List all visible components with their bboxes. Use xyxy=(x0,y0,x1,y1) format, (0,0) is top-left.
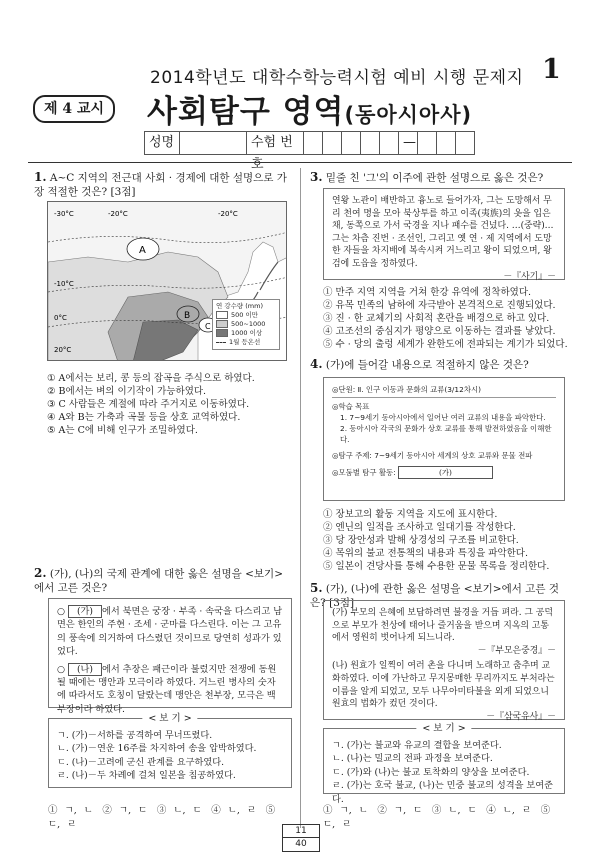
source-citation: －『삼국유사』－ xyxy=(486,711,556,722)
isotherm-label: 0°C xyxy=(54,314,67,322)
source-citation: －『부모은중경』－ xyxy=(477,645,556,656)
option[interactable]: ② 유목 민족의 남하에 자극받아 본격적으로 진행되었다. xyxy=(323,300,556,311)
source-text: 연왕 노관이 배반하고 흉노로 들어가자, 그는 도망해서 무리 천여 명을 모아 북상투를 하고 이족(夷族)의 옷을 입은 채, 동쪽으로 가서 국경을 지나 패수를 건넜다. …(중략)… 그는 차츰 진번 · 조선인, 그리고 옛 연 · 제 지역에서 도망한 자들을 차지배에 복속시켜 거느리고 왕이 되었으며, 왕검에 도읍을 정하였다. xyxy=(332,196,554,269)
legend-title: 연 강수량 (mm) xyxy=(216,302,263,310)
exam-digit[interactable] xyxy=(342,132,361,154)
map-legend xyxy=(212,299,280,350)
page-number: 1 xyxy=(542,54,561,85)
lesson-activity: ◎모둠별 탐구 활동: (가) xyxy=(332,466,556,479)
option[interactable]: ③ 당 장안성과 발해 상경성의 구조를 비교한다. xyxy=(323,535,519,546)
source-citation: －『사기』－ xyxy=(503,271,556,282)
bogi-item: ㄴ. (가)－연운 16주를 차지하여 송을 압박하였다. xyxy=(57,743,257,755)
page-footer xyxy=(282,824,320,852)
question-text: 밑줄 친 '그'의 이주에 관한 설명으로 옳은 것은? xyxy=(325,172,544,184)
isotherm-label: -20°C xyxy=(108,210,128,218)
exam-dash: — xyxy=(399,132,418,154)
bogi-item: ㄷ. (나)－고려에 군신 관계를 요구하였다. xyxy=(57,756,225,768)
exam-digit[interactable] xyxy=(304,132,323,154)
option[interactable]: ④ 목위의 불교 전통책의 내용과 특징을 파악한다. xyxy=(323,548,529,559)
footer-page: 11 xyxy=(283,825,319,838)
option[interactable]: ⑤ A는 C에 비해 인구가 조밀하였다. xyxy=(47,425,198,436)
subject-main: 사회탐구 영역 xyxy=(147,94,345,130)
lesson-goal: ◎학습 목표 xyxy=(332,402,370,411)
name-label: 성명 xyxy=(145,132,180,154)
question-text: (가)에 들어갈 내용으로 적절하지 않은 것은? xyxy=(325,359,529,371)
question-2 xyxy=(34,566,292,595)
q4-options xyxy=(323,508,568,573)
bogi-item: ㄹ. (나)－두 차례에 걸쳐 일본을 침공하였다. xyxy=(57,770,236,782)
map-label-b: B xyxy=(184,311,191,321)
bogi-item: ㄷ. (가)와 (나)는 불교 토착화의 양상을 보여준다. xyxy=(332,766,530,778)
option[interactable]: ⑤ 일본이 견당사를 통해 수용한 문물 목록을 정리한다. xyxy=(323,561,550,572)
q3-source-box xyxy=(323,188,565,280)
exam-digit[interactable] xyxy=(380,132,399,154)
option[interactable]: ① A에서는 보리, 콩 등의 잡곡을 주식으로 하였다. xyxy=(47,373,255,384)
legend-item: 500 이만 xyxy=(216,311,276,320)
header-rule xyxy=(28,162,572,163)
question-3 xyxy=(310,170,572,185)
exam-title: 2014학년도 대학수학능력시험 예비 시행 문제지 xyxy=(150,68,524,88)
question-4 xyxy=(310,357,572,372)
q2-answer-choices[interactable]: ① ㄱ, ㄴ ② ㄱ, ㄷ ③ ㄴ, ㄷ ④ ㄴ, ㄹ ⑤ ㄷ, ㄹ xyxy=(48,805,276,830)
exam-number-label: 수험 번호 xyxy=(247,132,304,154)
q1-options xyxy=(47,372,292,437)
option[interactable]: ② B에서는 벼의 이기작이 가능하였다. xyxy=(47,386,207,397)
lesson-unit: ◎단원: Ⅱ. 인구 이동과 문화의 교류(3/12차시) xyxy=(332,384,556,398)
option[interactable]: ① 장보고의 활동 지역을 지도에 표시한다. xyxy=(323,509,498,520)
east-asia-map xyxy=(47,201,287,361)
option[interactable]: ⑤ 수 · 당의 출렁 세계가 완한도에 전파되는 계기가 되었다. xyxy=(323,339,568,350)
map-label-c: C xyxy=(205,322,211,331)
q2-bogi-box xyxy=(48,713,292,788)
lesson-goal-item: 1. 7~9세기 동아시아에서 일어난 여러 교류의 내용을 파악한다. xyxy=(340,413,546,422)
map-label-a: A xyxy=(139,245,146,256)
lesson-topic: ◎탐구 주제: 7~9세기 동아시아 세계의 상호 교류와 문물 전파 xyxy=(332,451,533,460)
question-text: (가), (나)에 관한 옳은 설명을 <보기>에서 고른 것은? [3점] xyxy=(310,583,559,609)
source-paragraph: (가) 부모의 은혜에 보답하려면 불경을 거듭 펴라. 그 공덕으로 부모가 천상에 태어나 즐거움을 받으며 지옥의 고통에서 영원히 벗어나게 되느니라. xyxy=(332,608,553,644)
legend-item: 1월 등온선 xyxy=(216,338,276,347)
subject-sub: (동아시아사) xyxy=(344,103,473,127)
exam-digit[interactable] xyxy=(456,132,474,154)
source-paragraph: ○ (가) 에서 북면은 궁장 · 부족 · 속국을 다스리고 남면은 한인의 주현 · 조세 · 군마를 다스린다. 이는 그 고유의 풍속에 의거하여 다스렸던 것이므로 당연히 성과가 있었다. xyxy=(57,606,283,658)
bogi-title: < 보 기 > xyxy=(416,722,471,735)
subject-title xyxy=(147,86,472,131)
bogi-item: ㄱ. (가)－서하를 공격하여 무너뜨렸다. xyxy=(57,730,213,741)
question-number: 1. xyxy=(34,170,47,184)
option[interactable]: ④ 고조선의 중심지가 평양으로 이동하는 결과를 낳았다. xyxy=(323,326,556,337)
option[interactable]: ③ 진 · 한 교체기의 사회적 혼란을 배경으로 하고 있다. xyxy=(323,313,550,324)
isotherm-label: -20°C xyxy=(218,210,238,218)
name-field[interactable] xyxy=(180,132,247,154)
option[interactable]: ④ A와 B는 가축과 곡물 등을 상호 교역하였다. xyxy=(47,412,241,423)
q5-answer-choices[interactable]: ① ㄱ, ㄴ ② ㄱ, ㄷ ③ ㄴ, ㄷ ④ ㄴ, ㄹ ⑤ ㄷ, ㄹ xyxy=(323,805,551,830)
question-number: 3. xyxy=(310,170,323,184)
question-number: 4. xyxy=(310,357,323,371)
column-divider xyxy=(300,168,301,828)
question-text: A~C 지역의 전근대 사회 · 경제에 대한 설명으로 가장 적절한 것은? [3점] xyxy=(34,172,287,198)
legend-item: 500~1000 xyxy=(216,320,276,329)
option[interactable]: ① 만주 지역 지역을 거쳐 한강 유역에 정착하였다. xyxy=(323,287,532,298)
session-label: 제 4 교시 xyxy=(33,95,115,123)
name-bar xyxy=(144,131,475,172)
bogi-item: ㄴ. (나)는 밀교의 전파 과정을 보여준다. xyxy=(332,753,493,765)
legend-item: 1000 이상 xyxy=(216,329,276,338)
bogi-item: ㄱ. (가)는 불교와 유교의 결합을 보여준다. xyxy=(332,740,502,751)
exam-digit[interactable] xyxy=(437,132,456,154)
q2-source-box xyxy=(48,598,292,715)
isotherm-label: 20°C xyxy=(54,346,72,354)
option[interactable]: ② 엔닌의 일적을 조사하고 일대기를 작성한다. xyxy=(323,522,516,533)
exam-digit[interactable] xyxy=(323,132,342,154)
question-text: (가), (나)의 국제 관계에 대한 옳은 설명을 <보기>에서 고른 것은? xyxy=(34,568,283,594)
question-number: 5. xyxy=(310,581,323,595)
q3-options xyxy=(323,286,568,351)
source-paragraph: ○ (나) 에서 추장은 패근이라 불렀지만 전쟁에 동원될 때에는 맹안과 모극이라 하였다. 거느린 병사의 숫자에 따라서도 호칭이 달랐는데 맹안은 천부장, 모극은 백부장이라 하였다. xyxy=(57,663,277,715)
isotherm-label: -10°C xyxy=(54,280,74,288)
question-number: 2. xyxy=(34,566,47,580)
option[interactable]: ③ C 사람들은 계절에 따라 주거지로 이동하였다. xyxy=(47,399,250,410)
bogi-item: ㄹ. (가)는 호국 불교, (나)는 민중 불교의 성격을 보여준다. xyxy=(332,780,554,805)
footer-total: 40 xyxy=(295,839,307,849)
q4-lesson-box xyxy=(323,377,565,501)
q5-bogi-box xyxy=(323,723,565,805)
lesson-goal-item: 2. 동아시아 각국의 문화가 상호 교류를 통해 발전하였음을 이해한다. xyxy=(340,424,552,444)
bogi-title: < 보 기 > xyxy=(142,712,197,725)
exam-digit[interactable] xyxy=(361,132,380,154)
source-paragraph: (나) 원효가 일찍이 여러 촌을 다니며 노래하고 춤추며 교화하였다. 이에 가난하고 무지몽매한 무리까지도 부처라는 이름을 알게 되었고, 모두 나무아미타불을 외게 되었으니 원효의 법화가 컸던 것이다. xyxy=(332,661,555,710)
isotherm-label: -30°C xyxy=(54,210,74,218)
q5-source-box xyxy=(323,600,565,720)
exam-digit[interactable] xyxy=(418,132,437,154)
question-1 xyxy=(34,170,292,199)
